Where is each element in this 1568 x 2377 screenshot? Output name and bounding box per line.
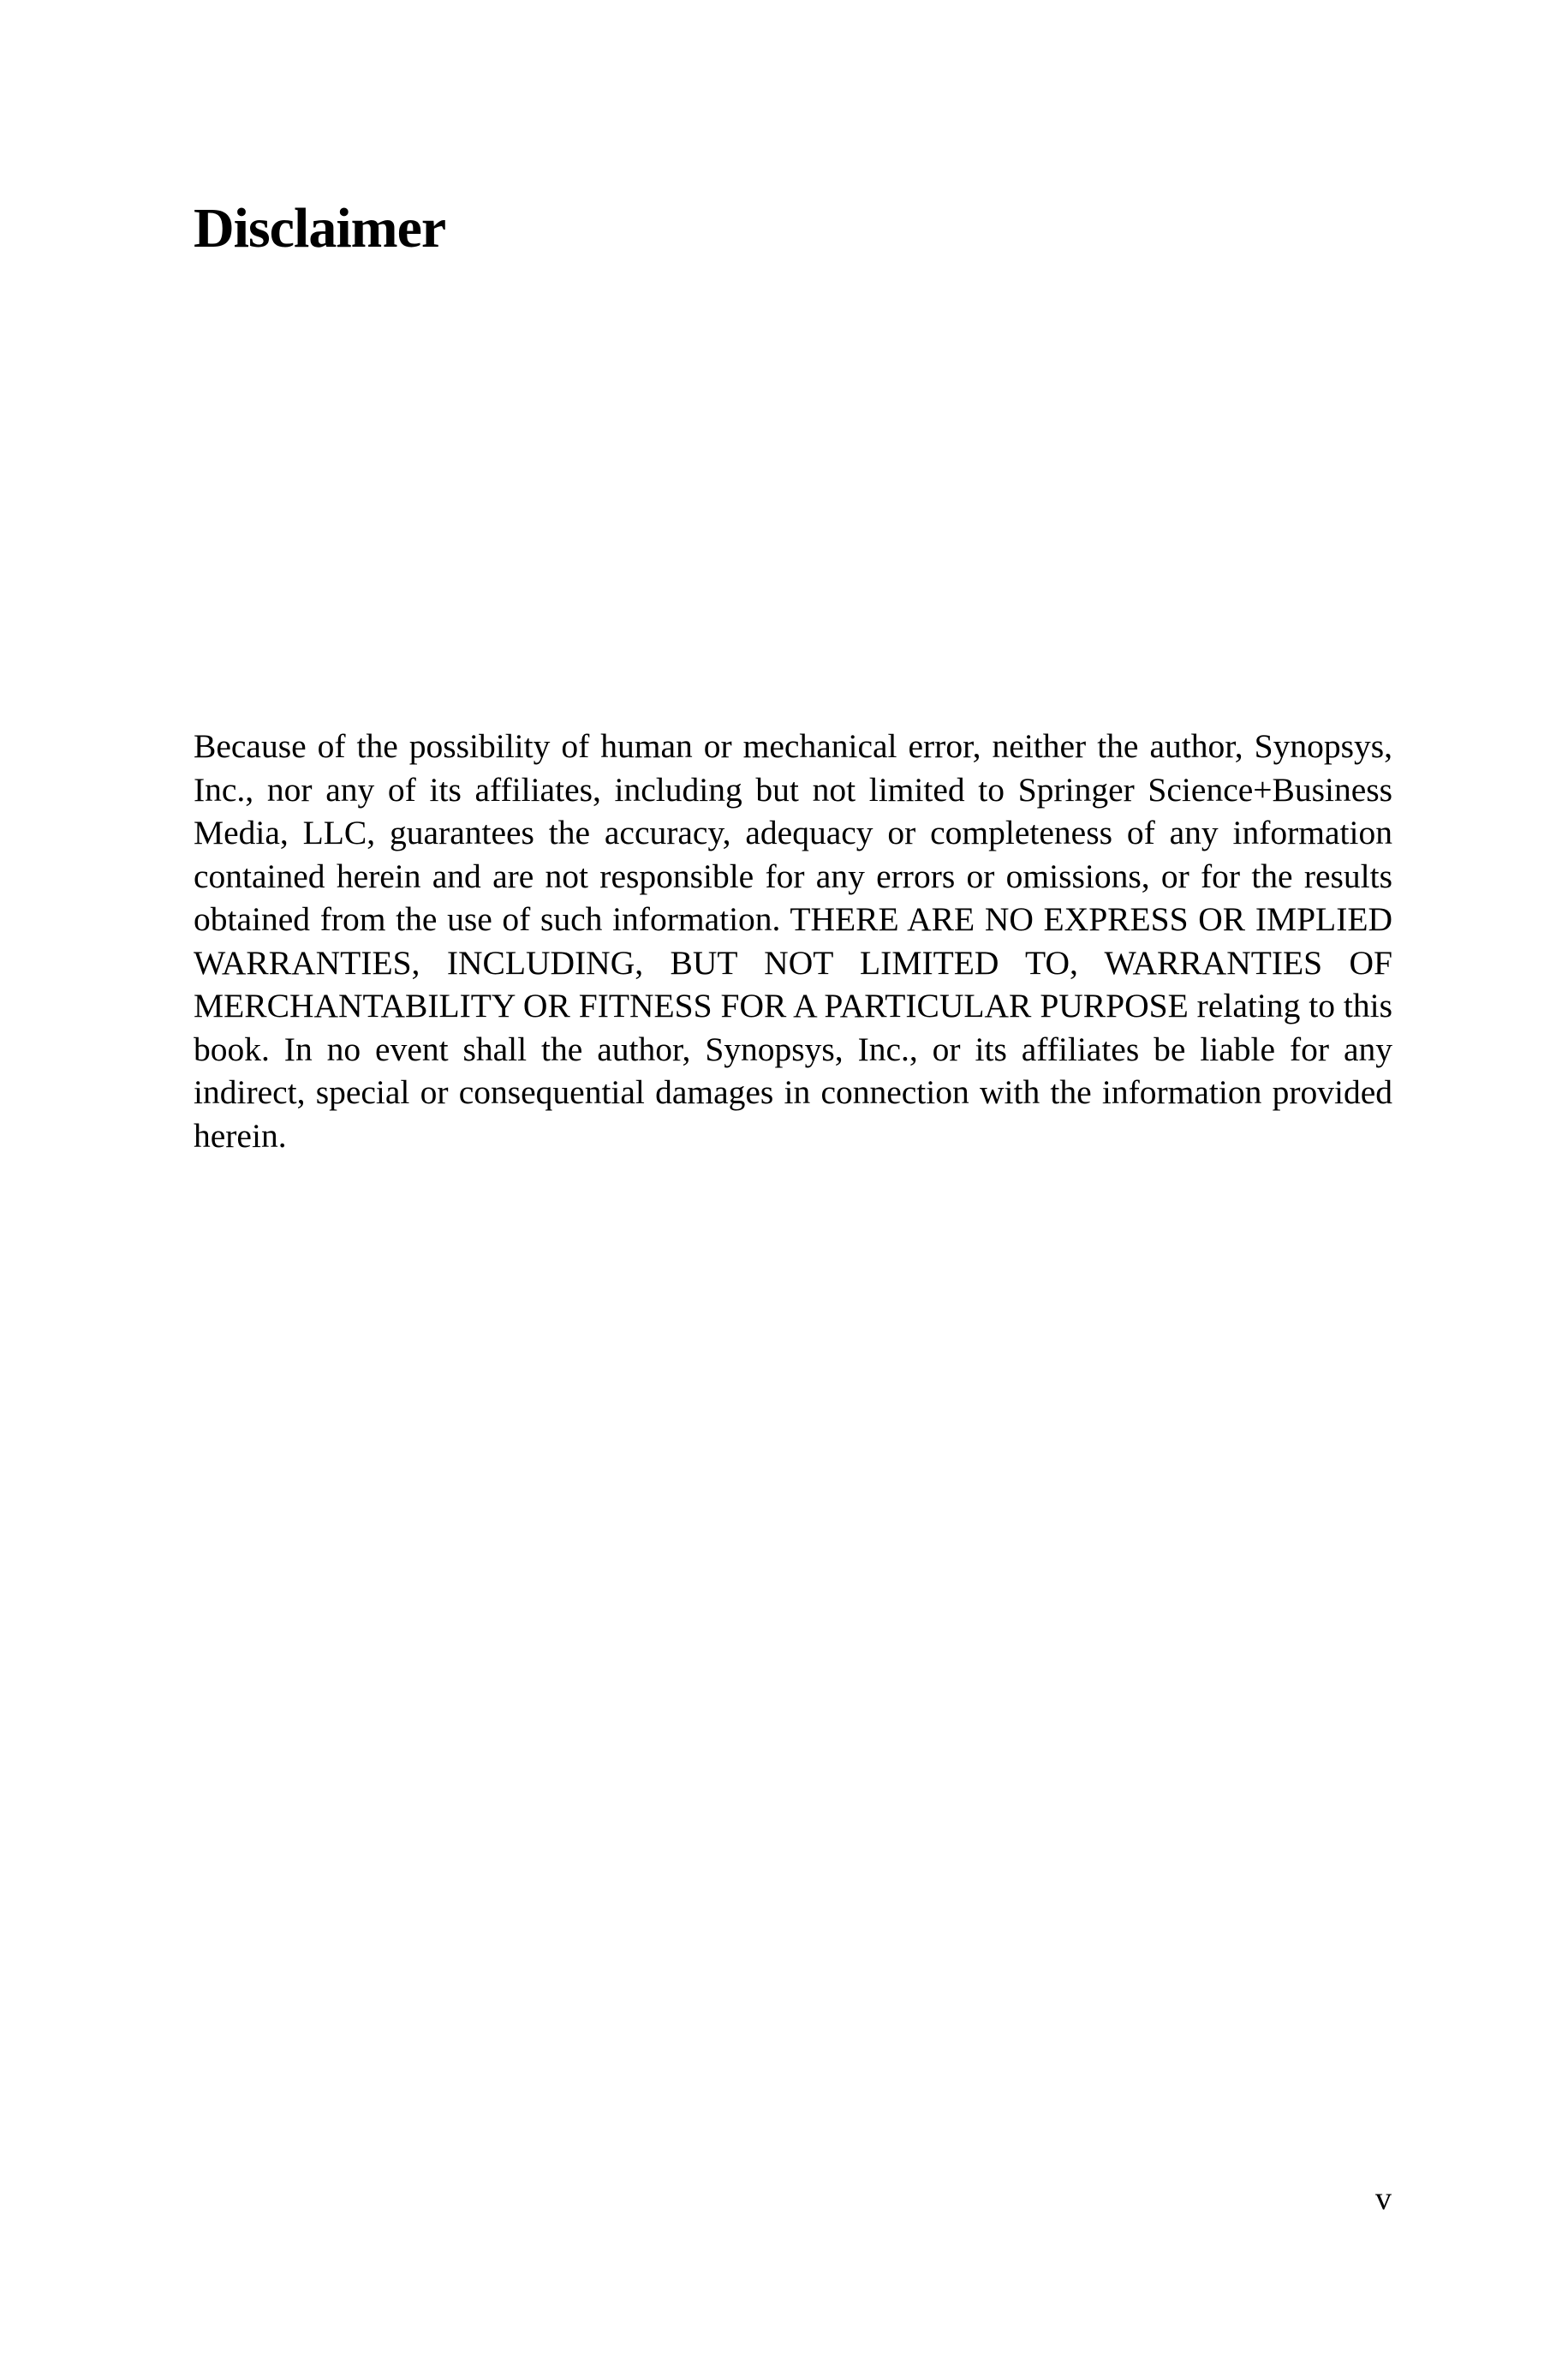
page-title: Disclaimer bbox=[194, 197, 446, 260]
page-number: v bbox=[1375, 2181, 1392, 2217]
disclaimer-paragraph: Because of the possibility of human or mechanical error, neither the author, Synopsys, Inc., nor any of its affiliates, including but not limited to Springer Science+Business Media, LLC, guarantees the accuracy, adequacy or completeness of any information contained herein and are not responsible for any errors or omissions, or for the results obtained from the use of such information. THERE ARE NO EXPRESS OR IMPLIED WARRANTIES, INCLUDING, BUT NOT LIMITED TO, WARRANTIES OF MERCHANTABILITY OR FITNESS FOR A PARTICULAR PURPOSE relating to this book. In no event shall the author, Synopsys, Inc., or its affiliates be liable for any indirect, special or consequential damages in connection with the information provided herein. bbox=[194, 727, 1392, 1155]
